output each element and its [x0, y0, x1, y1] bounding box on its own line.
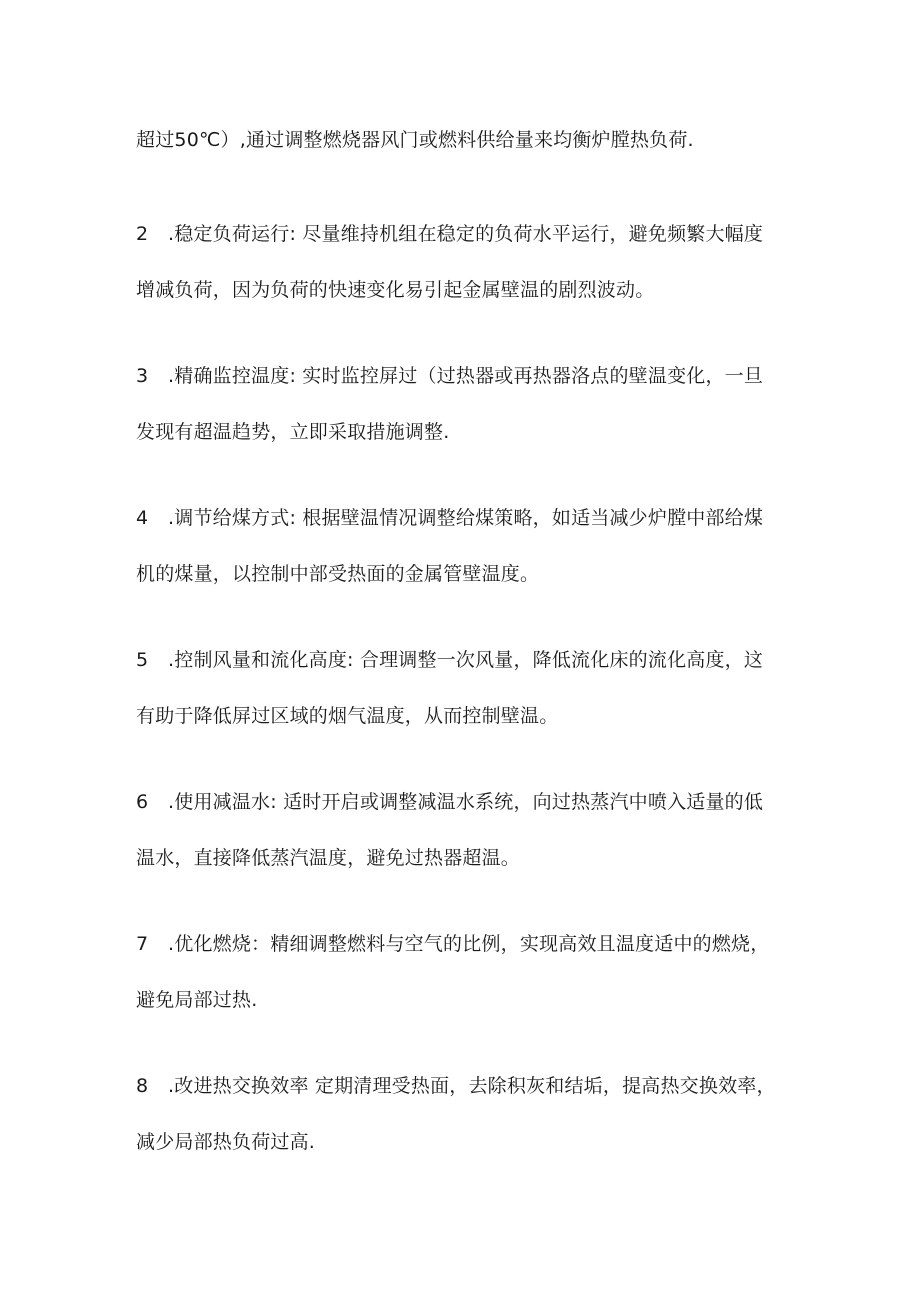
list-item-line-2: 有助于降低屏过区域的烟气温度，从而控制壁温。 [136, 705, 559, 727]
list-item-line-2: 增减负荷，因为负荷的快速变化易引起金属壁温的剧烈波动。 [136, 279, 655, 301]
list-item-line-1 [136, 774, 786, 830]
list-item-line-1 [136, 632, 786, 688]
list-item-2 [136, 206, 786, 318]
list-item-text: .优化燃烧：精细调整燃料与空气的比例，实现高效且温度适中的燃烧， [168, 933, 770, 955]
list-item-text: .控制风量和流化高度: 合理调整一次风量，降低流化床的流化高度，这 [168, 649, 764, 671]
list-item-4 [136, 490, 786, 602]
list-item-line-1 [136, 1058, 786, 1114]
list-item-number: 6 [136, 791, 149, 813]
list-item-line-2: 避免局部过热. [136, 989, 258, 1011]
list-item-line-2: 机的煤量，以控制中部受热面的金属管壁温度。 [136, 563, 540, 585]
list-item-line-1 [136, 348, 786, 404]
list-item-text: .改进热交换效率 定期清理受热面，去除积灰和结垢，提高热交换效率， [168, 1075, 776, 1097]
list-item-7 [136, 916, 786, 1028]
list-item-line-2: 减少局部热负荷过高. [136, 1131, 316, 1153]
list-item-number: 2 [136, 223, 149, 245]
intro-paragraph [136, 112, 786, 168]
list-item-number: 5 [136, 649, 149, 671]
intro-line: 超过50℃）,通过调整燃烧器风门或燃料供给量来均衡炉膛热负荷. [136, 129, 694, 151]
list-item-number: 7 [136, 933, 149, 955]
list-item-line-2: 发现有超温趋势，立即采取措施调整. [136, 421, 450, 443]
list-item-number: 4 [136, 507, 149, 529]
list-item-line-1 [136, 916, 786, 972]
list-item-8 [136, 1058, 786, 1170]
list-item-line-1 [136, 490, 786, 546]
list-item-3 [136, 348, 786, 460]
list-item-text: .稳定负荷运行: 尽量维持机组在稳定的负荷水平运行，避免频繁大幅度 [168, 223, 764, 245]
list-item-6 [136, 774, 786, 886]
list-item-5 [136, 632, 786, 744]
list-item-number: 3 [136, 365, 149, 387]
list-item-number: 8 [136, 1075, 149, 1097]
list-item-line-1 [136, 206, 786, 262]
list-item-text: .精确监控温度: 实时监控屏过（过热器或再热器洛点的壁温变化，一旦 [168, 365, 764, 387]
list-item-line-2: 温水，直接降低蒸汽温度，避免过热器超温。 [136, 847, 521, 869]
list-item-text: .调节给煤方式: 根据壁温情况调整给煤策略，如适当减少炉膛中部给煤 [168, 507, 764, 529]
list-item-text: .使用减温水: 适时开启或调整减温水系统，向过热蒸汽中喷入适量的低 [168, 791, 764, 813]
